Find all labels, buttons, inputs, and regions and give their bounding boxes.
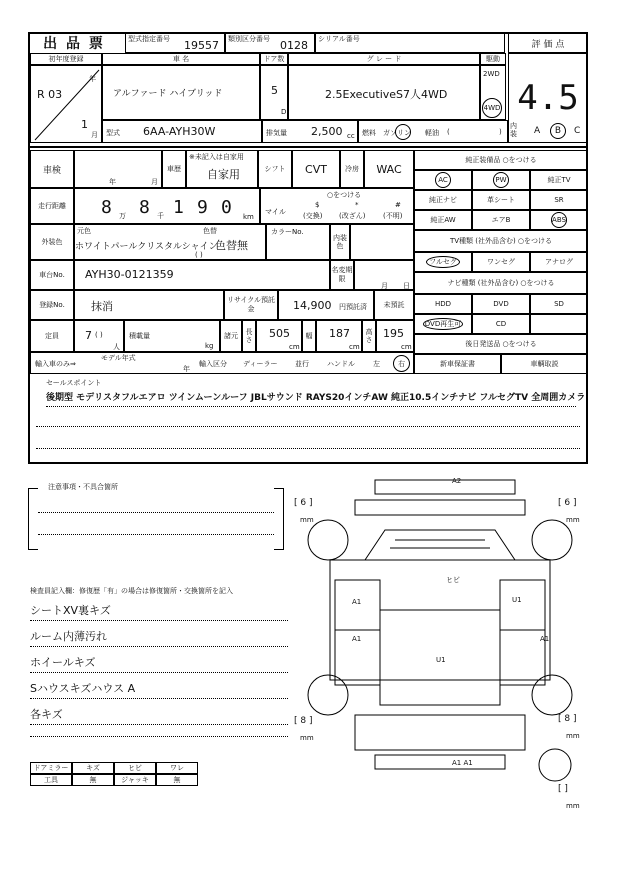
tv-fullseg: フルセグ (426, 256, 460, 268)
car-diagram (290, 470, 590, 820)
navi-header: ナビ種類 (社外品含む) ○をつける (414, 272, 588, 294)
grade-label: グ レ ー ド (288, 53, 480, 65)
model-year-label: モデル年式 (101, 354, 136, 362)
tire-fl-value: 6 (300, 498, 307, 508)
inspection-year-unit: 年 (109, 178, 116, 186)
capacity-label: 定員 (30, 320, 74, 352)
windshield (365, 530, 515, 560)
model-box (102, 120, 262, 143)
name-change-box (354, 260, 414, 290)
color-no-label: カラーNo. (271, 228, 304, 236)
mark-top: A2 (452, 477, 462, 485)
tire-fr-box: [ 6 ] (558, 498, 577, 508)
drive-4wd-circled (482, 98, 502, 118)
drive-label: 駆動 (480, 53, 506, 65)
tire-rl-value: 8 (300, 716, 307, 726)
color-box (74, 224, 266, 260)
spare-mm: mm (566, 802, 580, 810)
navi-empty (530, 314, 588, 334)
doors-label: ドア数 (260, 53, 288, 65)
sales-text: 後期型 モデリスタフルエアロ ツインムーンルーフ JBLサウンド RAYS20インチAW 純正10.5インチナビ フルセグTV 全周囲カメラ (46, 390, 576, 407)
navi-dvd-play: DVD再生可 (424, 320, 462, 328)
color-paren: ( ) (195, 251, 203, 259)
interior-box (508, 120, 588, 143)
tire-rl-mm: mm (300, 734, 314, 742)
shift-label: シフト (258, 150, 292, 188)
right-front-panel (500, 580, 545, 630)
class-label: 類別区分番号 (228, 35, 270, 43)
interior-b-circled (550, 123, 566, 139)
displacement-value: 2,500 (311, 125, 343, 138)
tire-rr-mm: mm (566, 732, 580, 740)
mileage-digit-3: 1 (173, 197, 184, 218)
drive-2wd: 2WD (483, 70, 500, 78)
doors-value: 5 (271, 84, 278, 97)
name-change-label: 名変期限 (330, 260, 354, 290)
later-warranty: 新車保証書 (414, 354, 501, 374)
eq-ac: AC (438, 176, 448, 184)
eq-abs: ABS (552, 216, 566, 224)
windshield-lines (390, 540, 490, 548)
eq-tv: 純正TV (530, 170, 588, 190)
ac-value: WAC (364, 150, 414, 188)
recycle-box (278, 290, 374, 320)
inspector-label: 検査員記入欄：修復歴「有」の場合は修復箇所・交換箇所を記入 (30, 587, 233, 595)
handle-right-circled (393, 355, 410, 372)
note-item-4 (30, 680, 288, 699)
tire-fr-mm: mm (566, 516, 580, 524)
legend-scratch: キズ (72, 762, 114, 774)
chassis-value: AYH30-0121359 (85, 268, 174, 281)
interior-color-box (350, 224, 414, 260)
type-cert-box (125, 33, 225, 53)
pw-circled (493, 172, 509, 188)
tire-front-left (308, 520, 348, 560)
rear-panel (355, 715, 525, 750)
note-item-5 (30, 706, 288, 725)
first-reg-label: 初年度登録 (30, 53, 102, 65)
navi-sd: SD (530, 294, 588, 314)
height-value: 195 (383, 327, 404, 340)
later-manual: 車輌取説 (501, 354, 588, 374)
width-box (316, 320, 362, 352)
capacity-paren: ( ) (95, 331, 103, 339)
notes-label: 注意事項・不具合箇所 (48, 483, 118, 491)
mile-label: マイル (265, 208, 286, 216)
tire-rr-box: [ 8 ] (558, 714, 577, 724)
registration-box (74, 290, 224, 320)
tire-rear-left (308, 675, 348, 715)
shift-value: CVT (292, 150, 340, 188)
rear-bumper (375, 755, 505, 769)
door-type: D (281, 108, 287, 116)
length-box (256, 320, 302, 352)
interior-c: C (574, 126, 581, 136)
load-box (124, 320, 220, 352)
mark-hood: ヒビ (446, 576, 460, 584)
original-color-label: 元色 (77, 227, 91, 235)
note-text-2: ルーム内薄汚れ (30, 630, 107, 643)
length-label: 長さ (242, 320, 256, 352)
eq-aw: 純正AW (414, 210, 472, 230)
inspection-box (74, 150, 162, 188)
fuel-label: 燃料 (362, 129, 376, 137)
registration-value: 抹消 (91, 300, 113, 313)
grade-box (288, 65, 480, 120)
navi-hdd: HDD (414, 294, 472, 314)
model-year-unit: 年 (183, 365, 190, 373)
history-note: ※未記入は自家用 (189, 153, 244, 161)
serial-label: シリアル番号 (318, 35, 360, 43)
fuel-box (358, 120, 508, 143)
score-label: 評 価 点 (531, 39, 565, 50)
class-box (225, 33, 315, 53)
front-bumper (375, 480, 515, 494)
note-text-1: シートXV裏キズ (30, 604, 111, 617)
fuel-circle (395, 124, 411, 140)
car-name-label: 車 名 (102, 53, 260, 65)
doors-box (260, 65, 288, 120)
right-rear-panel (500, 630, 545, 685)
note-text-4: Sハウスキズハウス A (30, 682, 136, 695)
eq-airbag: エアB (472, 210, 530, 230)
score-value: 4.5 (517, 78, 579, 118)
displacement-label: 排気量 (266, 129, 287, 137)
divider (28, 146, 588, 148)
form-title: 出 品 票 (43, 36, 105, 52)
abs-circled (551, 212, 567, 228)
inspection-label: 車検 (30, 150, 74, 188)
mileage-box (74, 188, 260, 224)
note-item-3 (30, 654, 288, 673)
eq-sr: SR (530, 190, 588, 210)
tire-rear-right (532, 675, 572, 715)
reg-month-unit: 月 (91, 131, 98, 139)
notes-box (28, 482, 288, 562)
type-cert-label: 型式指定番号 (128, 35, 170, 43)
legend-broken: ワレ (156, 762, 198, 774)
eq-leather: 革シート (472, 190, 530, 210)
mileage-digit-2: 8 (139, 197, 150, 218)
handle-left: 左 (373, 360, 380, 368)
mark-right-front: U1 (512, 596, 522, 604)
import-only-label: 輸入車のみ⇒ (35, 360, 76, 368)
height-label: 高さ (362, 320, 376, 352)
type-cert-value: 19557 (184, 39, 219, 52)
capacity-box (74, 320, 124, 352)
first-reg-box (30, 65, 102, 143)
length-cm: cm (289, 343, 300, 351)
load-label: 積載量 (129, 332, 150, 340)
name-change-day: 日 (403, 282, 410, 290)
mileage-digit-4: 9 (197, 197, 208, 218)
tv-oneseg: ワンセグ (472, 252, 530, 272)
eq-navi: 純正ナビ (414, 190, 472, 210)
spare-tire (539, 749, 571, 781)
opt3-symbol: # (395, 201, 401, 209)
grade-value: 2.5ExecutiveS7人4WD (325, 88, 448, 101)
fuel-diesel-label: 軽油 (425, 129, 439, 137)
tire-rr-value: 8 (564, 714, 571, 724)
car-name-box (102, 65, 260, 120)
recycle-status: 円預託済 (339, 303, 367, 311)
width-cm: cm (349, 343, 360, 351)
color-label: 外装色 (30, 224, 74, 260)
car-name: アルファード ハイブリッド (113, 89, 223, 99)
height-box (376, 320, 414, 352)
height-cm: cm (401, 343, 412, 351)
tire-fl-mm: mm (300, 516, 314, 524)
color-no-box (266, 224, 330, 260)
note-item-1 (30, 602, 288, 621)
equipment-header: 純正装備品 ○をつける (414, 150, 588, 170)
note-text-5: 各キズ (30, 708, 63, 721)
history-box (186, 150, 258, 188)
capacity-unit: 人 (113, 343, 120, 351)
chassis-label: 車台No. (30, 260, 74, 290)
mark-left-front: A1 (352, 598, 362, 606)
mark-roof: U1 (436, 656, 446, 664)
mark-left-mid: A1 (352, 635, 362, 643)
mileage-label: 走行距離 (30, 188, 74, 224)
legend-crack: ヒビ (114, 762, 156, 774)
name-change-month: 月 (381, 282, 388, 290)
capacity-value: 7 (85, 329, 92, 342)
dims-label: 諸元 (220, 320, 242, 352)
recycle-value: 14,900 (293, 299, 332, 312)
parallel-option: 並行 (295, 360, 309, 368)
mark-right-mid: A1 (540, 635, 550, 643)
sales-section (30, 376, 586, 462)
ac-label: 冷房 (340, 150, 364, 188)
mark-rear: A1 A1 (452, 759, 473, 767)
handle-right: 右 (398, 359, 405, 368)
interior-a: A (534, 126, 541, 136)
inspection-month-unit: 月 (151, 178, 158, 186)
note-line-6 (30, 736, 288, 737)
legend-tool-value: 無 (72, 774, 114, 786)
reg-month: 1 (81, 118, 88, 131)
width-label: 幅 (302, 320, 316, 352)
legend-jack-value: 無 (156, 774, 198, 786)
serial-box (315, 33, 505, 53)
fuel-paren-open: ( (447, 128, 450, 136)
not-deposited: 未預託 (374, 290, 414, 320)
drive-4wd: 4WD (483, 104, 501, 112)
tv-header: TV種類 (社外品含む) ○をつける (414, 230, 588, 252)
handle-label: ハンドル (327, 360, 355, 368)
class-value: 0128 (280, 39, 308, 52)
sales-line-3 (36, 448, 580, 449)
opt2-symbol: * (355, 201, 359, 209)
tire-front-right (532, 520, 572, 560)
reg-year-unit: 年 (89, 75, 96, 83)
legend-table (30, 762, 198, 786)
mileage-tampered: (改ざん) (339, 212, 366, 220)
dealer-option: ディーラー (243, 360, 278, 368)
fuel-gasoline: ガソリン (383, 129, 411, 137)
chassis-box (74, 260, 330, 290)
displacement-box (262, 120, 358, 143)
mileage-digit-1: 8 (101, 197, 112, 218)
score-label-box (508, 33, 588, 53)
color-change-label: 色替 (203, 227, 217, 235)
opt1-symbol: $ (315, 201, 320, 209)
sales-line-2 (36, 426, 580, 427)
recycle-label: リサイクル預託金 (224, 290, 278, 320)
interior-b: B (554, 126, 562, 136)
interior-color-label: 内装色 (330, 224, 350, 260)
tire-fl-box: [ 6 ] (294, 498, 313, 508)
legend-jack: ジャッキ (114, 774, 156, 786)
navi-dvd: DVD (472, 294, 530, 314)
eq-pw: PW (495, 176, 507, 184)
legend-mirror: ドアミラー (30, 762, 72, 774)
sales-label: セールスポイント (46, 379, 102, 387)
tv-analog: アナログ (530, 252, 588, 272)
later-header: 後日発送品 ○をつける (414, 334, 588, 354)
drive-box (480, 65, 506, 120)
front-panel (355, 500, 525, 515)
spare-box: [ ] (558, 784, 568, 794)
ac-circled (435, 172, 451, 188)
original-color-value: ホワイトパールクリスタルシャイン (75, 242, 218, 252)
width-value: 187 (329, 327, 350, 340)
legend-tool: 工具 (30, 774, 72, 786)
note-text-3: ホイールキズ (30, 656, 96, 669)
registration-label: 登録No. (30, 290, 74, 320)
mileage-circle-note: ○をつける (327, 191, 362, 199)
km-unit: km (243, 213, 254, 221)
history-value: 自家用 (207, 168, 240, 181)
mileage-sen: 千 (157, 212, 164, 220)
cc-unit: cc (347, 132, 355, 140)
mileage-man: 万 (119, 212, 126, 220)
interior-label: 内装 (510, 122, 517, 138)
note-item-2 (30, 628, 288, 647)
mileage-exchanged: (交換) (303, 212, 323, 220)
model-value: 6AA-AYH30W (143, 125, 216, 138)
reg-year: R 03 (37, 88, 63, 101)
kg-unit: kg (205, 342, 214, 350)
import-type-label: 輸入区分 (199, 360, 227, 368)
mileage-digit-5: 0 (221, 197, 232, 218)
tire-rl-box: [ 8 ] (294, 716, 313, 726)
fuel-paren-close: ) (499, 128, 502, 136)
navi-cd: CD (472, 314, 530, 334)
mileage-options (260, 188, 414, 224)
history-label: 車歴 (162, 150, 186, 188)
model-label: 型式 (106, 129, 120, 137)
import-row (30, 352, 414, 374)
length-value: 505 (269, 327, 290, 340)
color-change-value: 色替無 (215, 239, 248, 252)
mileage-unknown: (不明) (383, 212, 403, 220)
tire-fr-value: 6 (564, 498, 571, 508)
